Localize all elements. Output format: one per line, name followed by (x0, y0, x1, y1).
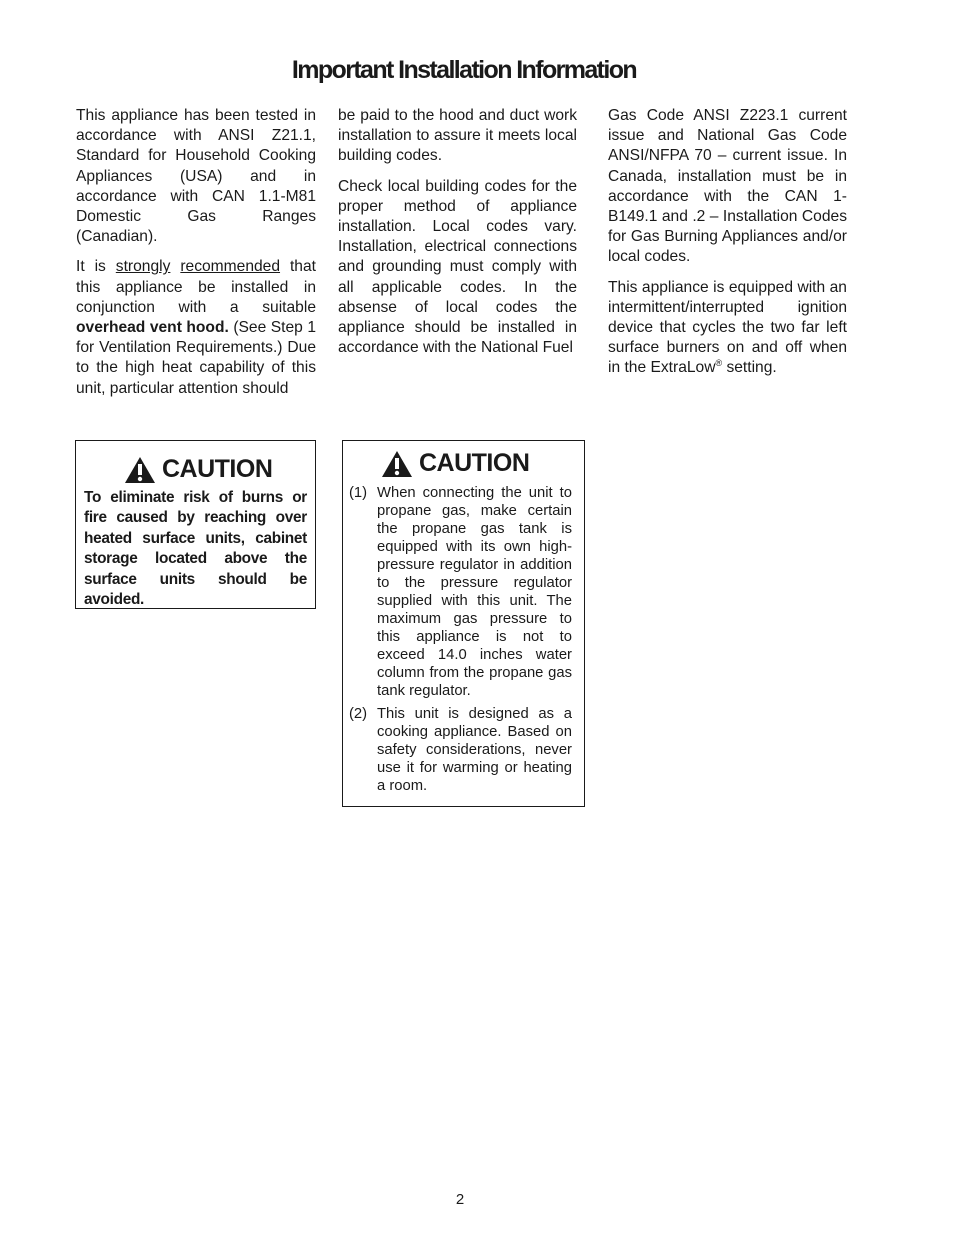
warning-triangle-icon (381, 450, 413, 478)
list-item (349, 484, 572, 700)
paragraph (608, 278, 847, 379)
text-span: This appliance is equipped with an intermittent/interrupted ignition device that cycles the two far left surface burners on and off when in the ExtraLow (608, 278, 847, 377)
caution-label: CAUTION (162, 455, 273, 483)
paragraph: Gas Code ANSI Z223.1 current issue and National Gas Code ANSI/NFPA 70 – current issue. In Canada, installation must be in accordance with the CAN 1-B149.1 and .2 – Installation Codes for Gas Burning Appliances and/or local codes. (608, 107, 847, 266)
bold-text: overhead vent hood. (76, 319, 229, 337)
page-number: 2 (455, 1191, 465, 1208)
caution-heading (104, 455, 307, 484)
caution-box-propane (342, 440, 585, 807)
caution-label: CAUTION (419, 449, 530, 477)
paragraph: be paid to the hood and duct work installation to assure it meets local building codes. (338, 107, 577, 165)
caution-list (349, 484, 572, 795)
list-number: (1) (349, 485, 368, 501)
text-column-2 (338, 106, 577, 368)
page-title: Important Installation Information (291, 56, 637, 84)
list-item (349, 705, 572, 795)
caution-heading (349, 449, 572, 478)
paragraph: Check local building codes for the proper method of appliance installation. Local codes vary. Installation, electrical connections and grounding must comply with all applicable codes. In the absense of local codes the appliance should be installed in accordance with the National Fuel (338, 177, 577, 357)
text-span: (See Step 1 for Ventilation Requirements.) Due to the high heat capability of this unit, particular attention should (76, 319, 317, 397)
caution-text: To eliminate risk of burns or fire caused by reaching over heated surface units, cabinet storage located above the surface units should be avoided. (84, 489, 307, 609)
text-column-1 (76, 106, 316, 409)
text-span: that this appliance be installed in conjunction with a suitable (76, 258, 316, 316)
list-text: When connecting the unit to propane gas, make certain the propane gas tank is equipped with its own high-pressure regulator in addition to the pressure regulator supplied with this unit. The maximum gas pressure to this appliance is not to exceed 14.0 inches water column from the propane gas tank regulator. (377, 485, 572, 699)
caution-box-burns (75, 440, 316, 609)
underlined-text: strongly (115, 258, 171, 276)
text-column-3 (608, 106, 847, 389)
underlined-text: recommended (180, 258, 281, 276)
registered-mark: ® (715, 358, 723, 369)
warning-triangle-icon (124, 456, 156, 484)
list-text: This unit is designed as a cooking appliance. Based on safety considerations, never use it for warming or heating a room. (377, 706, 572, 794)
text-span: It is (76, 258, 106, 276)
paragraph (76, 257, 316, 398)
paragraph: This appliance has been tested in accordance with ANSI Z21.1, Standard for Household Cooking Appliances (USA) and in accordance with CAN 1.1-M81 Domestic Gas Ranges (Canadian). (76, 107, 316, 246)
text-span: setting. (722, 359, 777, 377)
list-number: (2) (349, 706, 368, 722)
